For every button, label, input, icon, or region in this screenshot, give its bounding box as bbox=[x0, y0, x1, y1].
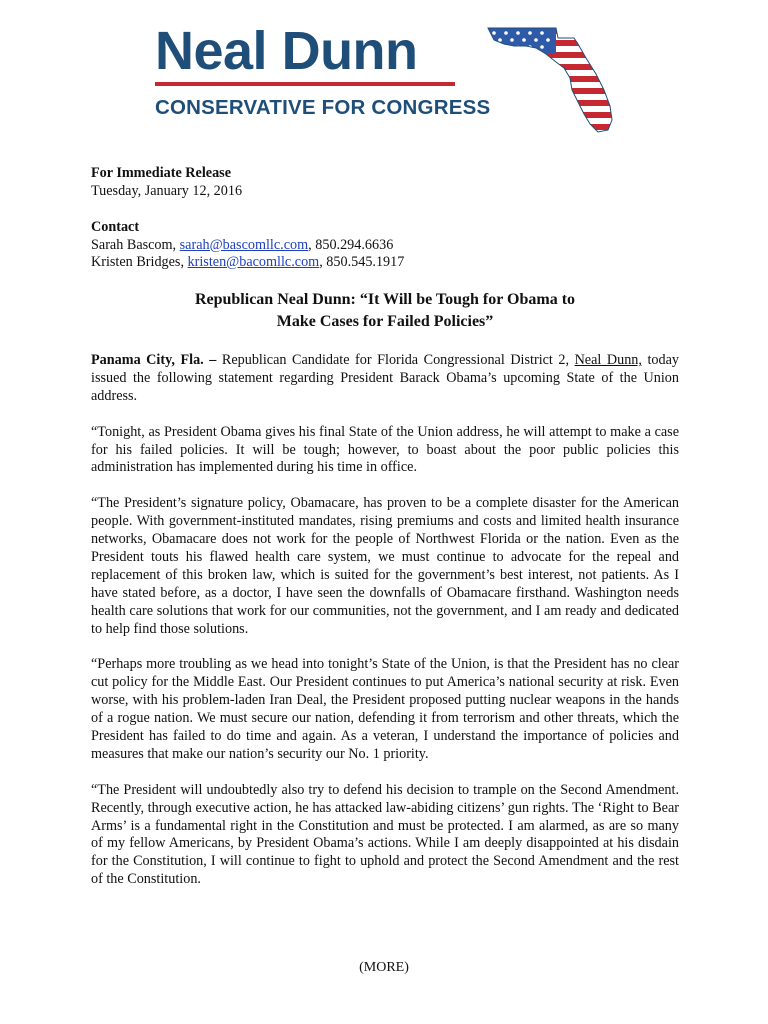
contact-row bbox=[91, 254, 404, 272]
headline bbox=[91, 289, 679, 333]
campaign-logo bbox=[155, 21, 491, 120]
headline-line-1: Republican Neal Dunn: “It Will be Tough for Obama to bbox=[194, 291, 576, 308]
statement-paragraph: “The President will undoubtedly also try to defend his decision to trample on the Second Amendment. Recently, through executive action, he has attacked law-abiding citizens’ gun rights. The ‘Right to Bear Arms’ is a fundamental right in the Constitution and must be protected. I am alarmed, as are so many of my fellow Americans, by President Obama’s actions. While I am deeply disappointed at his disdain for the Constitution, I will continue to fight to uphold and protect the Second Amendment and the rest of the Constitution. bbox=[91, 781, 679, 888]
contact-name: Sarah Bascom, bbox=[91, 236, 180, 253]
candidate-link[interactable]: Neal Dunn, bbox=[574, 352, 642, 368]
contact-name: Kristen Bridges, bbox=[91, 254, 188, 270]
dateline: Panama City, Fla. – bbox=[91, 352, 217, 368]
contact-email-link[interactable]: sarah@bascomllc.com bbox=[179, 236, 309, 253]
release-block bbox=[91, 165, 242, 200]
candidate-name: Neal Dunn bbox=[155, 21, 418, 81]
statement-paragraph: “Tonight, as President Obama gives his final State of the Union address, he will attempt to make a case for his failed policies. It will be tough; however, to boast about the poor public policies this administration has implemented during his time in office. bbox=[91, 423, 679, 476]
intro-text: Republican Candidate for Florida Congressional District 2, bbox=[216, 352, 575, 368]
contact-row bbox=[91, 237, 404, 255]
release-date: Tuesday, January 12, 2016 bbox=[91, 182, 243, 199]
intro-text: today issued the following statement regarding President Barack Obama’s upcoming State of the Union address. bbox=[91, 352, 679, 404]
headline-line-2: Make Cases for Failed Policies” bbox=[276, 313, 494, 330]
contact-email-link[interactable]: kristen@bacomllc.com bbox=[187, 254, 320, 270]
contact-phone: , 850.545.1917 bbox=[319, 254, 405, 270]
campaign-tagline: CONSERVATIVE FOR CONGRESS bbox=[155, 96, 491, 119]
statement-paragraph: “The President’s signature policy, Obamacare, has proven to be a complete disaster for the American people. With government-instituted mandates, rising premiums and costs and limited health insurance networks, Obamacare does not work for the people of Northwest Florida or the nation. Even as the President touts his flawed health care system, we must continue to advocate for the repeal and replacement of this broken law, which is suited for the government’s best interest, not patients. As I have stated before, as a doctor, I have seen the downfalls of Obamacare firsthand. Washington needs health care solutions that work for our communities, not the government, and I am ready and dedicated to help find those solutions. bbox=[91, 495, 679, 637]
logo-red-rule bbox=[155, 82, 455, 86]
contact-label: Contact bbox=[91, 219, 140, 235]
statement-paragraph: “Perhaps more troubling as we head into tonight’s State of the Union, is that the President has no clear cut policy for the Middle East. Our President continues to put America’s national security at risk. Even worse, with his problem-laden Iran Deal, the President proposed putting nuclear weapons in the hands of a rogue nation. We must secure our nation, defending it from terrorism and other threats, which the President has failed to do time and again. As a veteran, I understand the importance of policies and measures that make our nation’s security our No. 1 priority. bbox=[91, 656, 679, 762]
contact-block bbox=[91, 219, 404, 272]
florida-flag-map-icon bbox=[486, 24, 616, 134]
more-indicator: (MORE) bbox=[359, 960, 409, 975]
contact-phone: , 850.294.6636 bbox=[308, 236, 394, 253]
release-label: For Immediate Release bbox=[91, 165, 231, 181]
press-release-body bbox=[91, 352, 679, 907]
intro-paragraph bbox=[91, 352, 679, 406]
